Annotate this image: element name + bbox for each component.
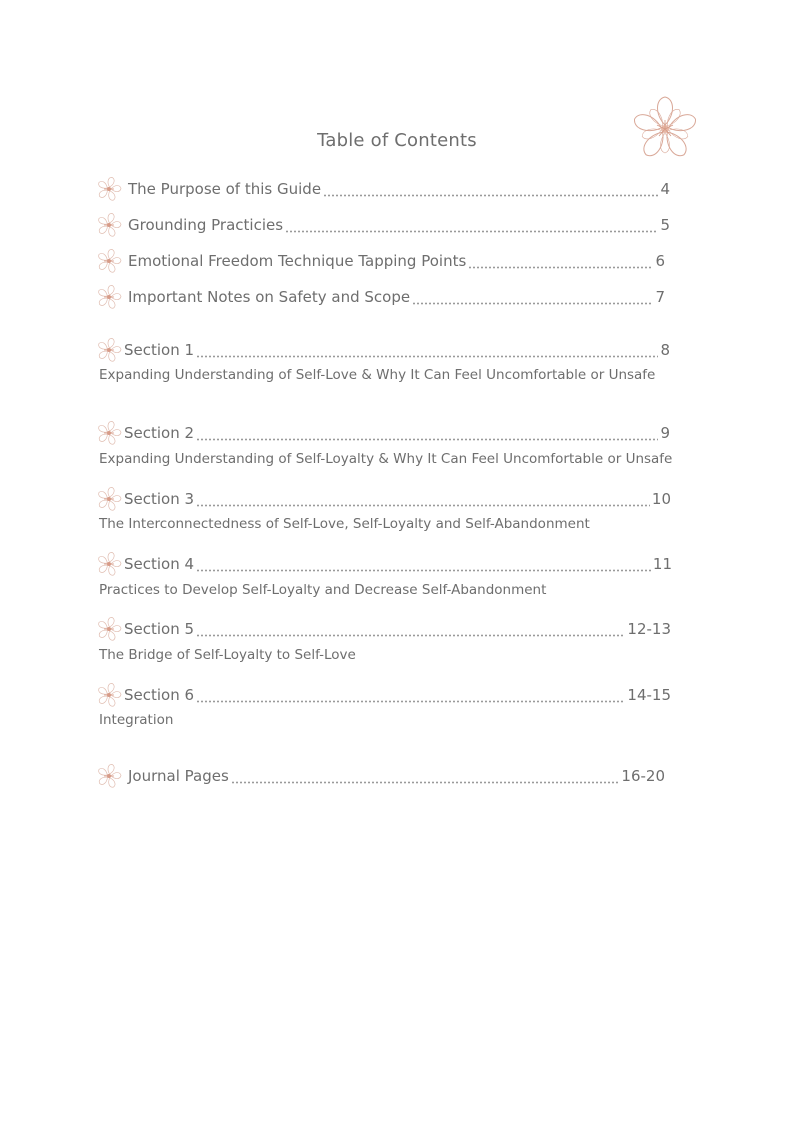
toc-entry-label: Section 1 — [124, 341, 195, 359]
toc-entry-page-number: 16-20 — [621, 767, 665, 785]
flower-icon — [96, 420, 122, 446]
toc-entry-subtitle: Practices to Develop Self-Loyalty and Decrease Self-Abandonment — [99, 582, 547, 598]
dot-leader — [196, 689, 625, 703]
flower-icon — [96, 337, 122, 363]
toc-entry[interactable] — [96, 177, 670, 201]
flower-icon — [96, 486, 122, 512]
toc-entry[interactable] — [96, 249, 665, 273]
toc-entry-page-number: 7 — [655, 288, 665, 306]
toc-entry[interactable] — [96, 421, 670, 445]
toc-entry-label: Section 4 — [124, 555, 195, 573]
toc-entry-subtitle: Expanding Understanding of Self-Love & Why It Can Feel Uncomfortable or Unsafe — [99, 367, 656, 383]
dot-leader — [196, 493, 650, 507]
toc-entry-page-number: 4 — [660, 180, 670, 198]
flower-icon — [96, 284, 122, 310]
toc-entry-page-number: 9 — [660, 424, 670, 442]
dot-leader — [323, 183, 658, 197]
flower-icon — [630, 94, 700, 164]
dot-leader — [196, 558, 651, 572]
toc-entry-label: Grounding Practicies — [128, 216, 284, 234]
toc-entry[interactable] — [96, 552, 672, 576]
dot-leader — [285, 219, 658, 233]
toc-entry-page-number: 8 — [660, 341, 670, 359]
toc-entry-page-number: 12-13 — [627, 620, 671, 638]
toc-entry[interactable] — [96, 338, 670, 362]
toc-entry[interactable] — [96, 285, 665, 309]
toc-entry-label: The Purpose of this Guide — [128, 180, 322, 198]
toc-entry-subtitle: Integration — [99, 712, 174, 728]
toc-entry-label: Section 2 — [124, 424, 195, 442]
toc-entry[interactable] — [96, 617, 671, 641]
toc-entry-label: Important Notes on Safety and Scope — [128, 288, 411, 306]
dot-leader — [231, 770, 620, 784]
toc-entry-page-number: 5 — [660, 216, 670, 234]
dot-leader — [196, 623, 625, 637]
dot-leader — [468, 255, 653, 269]
dot-leader — [412, 291, 653, 305]
toc-entry-page-number: 14-15 — [627, 686, 671, 704]
toc-entry-label: Section 6 — [124, 686, 195, 704]
toc-entry[interactable] — [96, 487, 671, 511]
toc-entry-subtitle: Expanding Understanding of Self-Loyalty & Why It Can Feel Uncomfortable or Unsafe — [99, 451, 673, 467]
toc-entry[interactable] — [96, 683, 671, 707]
toc-entry-subtitle: The Bridge of Self-Loyalty to Self-Love — [99, 647, 356, 663]
flower-icon — [96, 248, 122, 274]
flower-icon — [96, 616, 122, 642]
toc-entry-page-number: 6 — [655, 252, 665, 270]
toc-entry[interactable] — [96, 213, 670, 237]
toc-entry-page-number: 11 — [652, 555, 672, 573]
toc-entry-page-number: 10 — [651, 490, 671, 508]
toc-entry-label: Emotional Freedom Technique Tapping Points — [128, 252, 467, 270]
dot-leader — [196, 427, 658, 441]
toc-entry-label: Section 3 — [124, 490, 195, 508]
flower-icon — [96, 682, 122, 708]
flower-icon — [96, 551, 122, 577]
flower-icon — [96, 176, 122, 202]
flower-icon — [96, 763, 122, 789]
dot-leader — [196, 344, 658, 358]
toc-entry[interactable] — [96, 764, 665, 788]
toc-entry-label: Journal Pages — [128, 767, 229, 785]
toc-entry-subtitle: The Interconnectedness of Self-Love, Self-Loyalty and Self-Abandonment — [99, 516, 590, 532]
flower-icon — [96, 212, 122, 238]
page-title: Table of Contents — [317, 130, 477, 151]
toc-entry-label: Section 5 — [124, 620, 195, 638]
